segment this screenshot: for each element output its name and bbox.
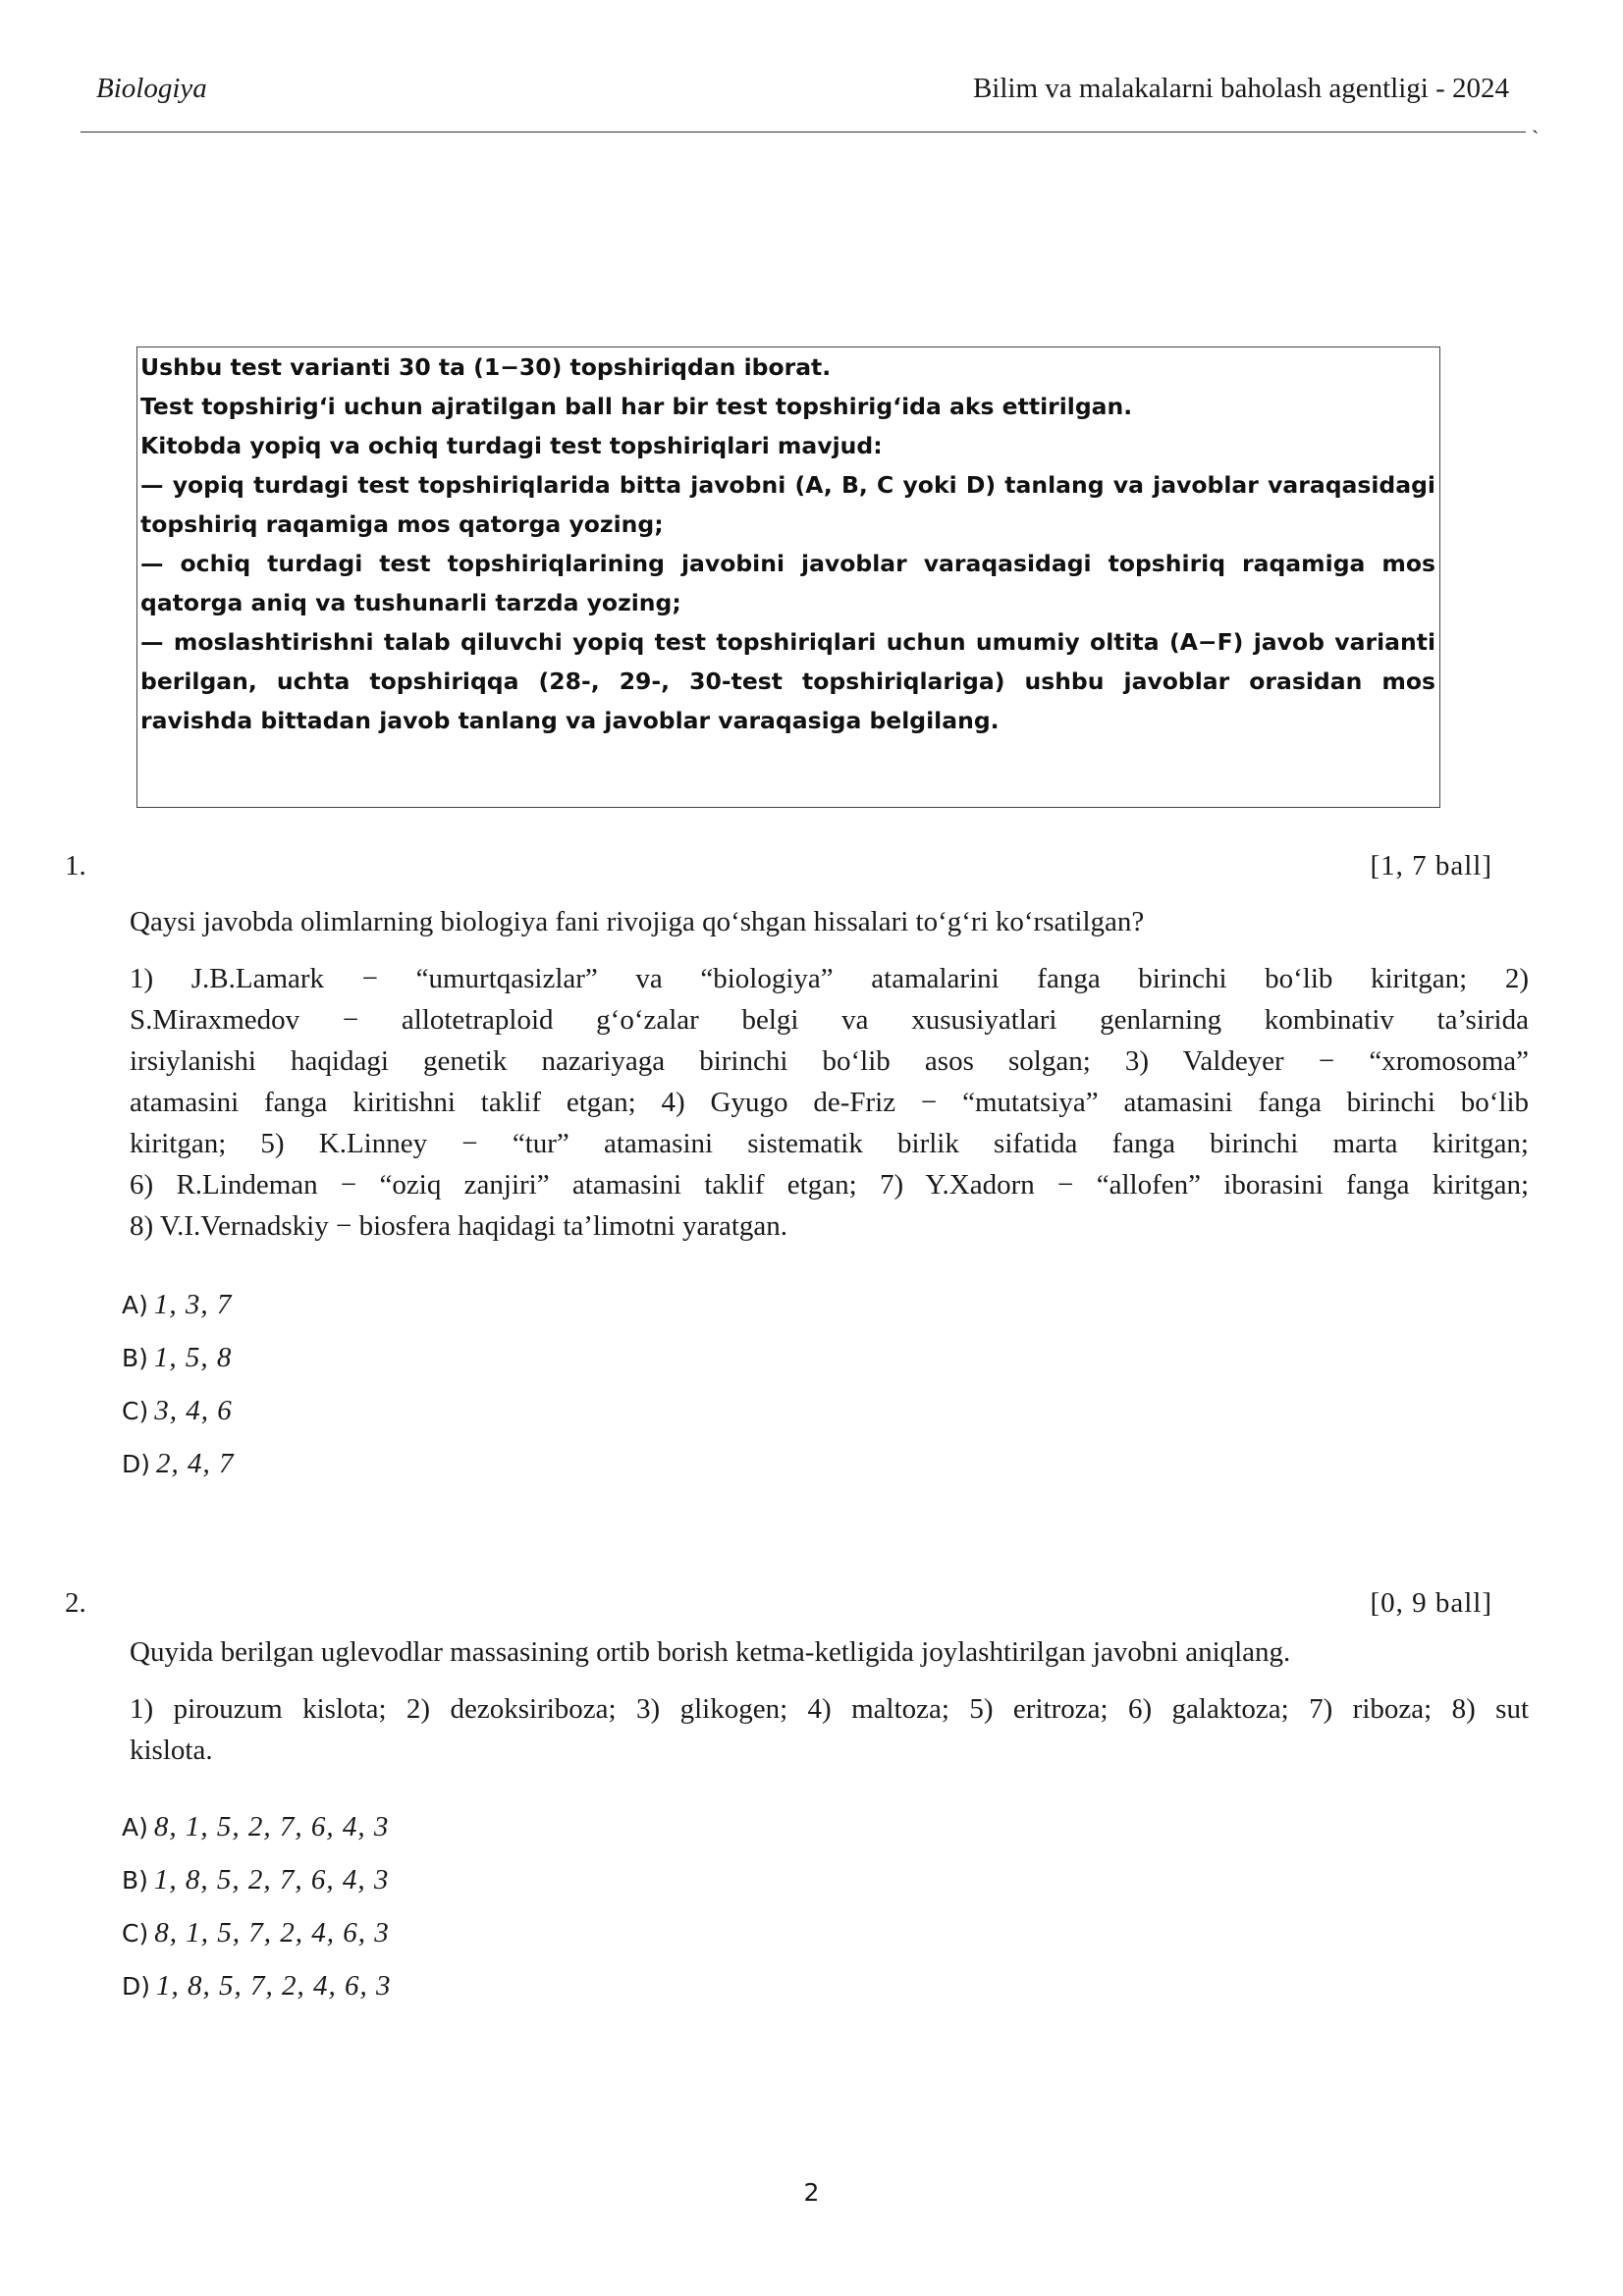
option-letter: D)	[122, 1972, 151, 2001]
option-letter: D)	[122, 1450, 151, 1478]
answer-option[interactable]	[122, 1864, 392, 1917]
instruction-line: — ochiq turdagi test topshiriqlarining javobini javoblar varaqasidagi topshiriq raqamiga mos qatorga aniq va tushunarli tarzda yozing;	[140, 550, 1435, 616]
answer-option[interactable]	[122, 1395, 235, 1448]
answer-option[interactable]	[122, 1811, 392, 1864]
option-value: 1, 5, 8	[153, 1342, 233, 1373]
option-letter: A)	[122, 1291, 148, 1319]
question-body-line: 8) V.I.Vernadskiy − biosfera haqidagi ta’limotni yaratgan.	[130, 1210, 788, 1242]
instruction-line: Kitobda yopiq va ochiq turdagi test topshiriqlari mavjud:	[140, 432, 883, 459]
question-body-line: 1) J.B.Lamark − “umurtqasizlar” va “biologiya” atamalarini fanga birinchi bo‘lib kiritgan; 2)	[130, 963, 1529, 994]
question-prompt: Qaysi javobda olimlarning biologiya fani rivojiga qo‘shgan hissalari to‘g‘ri ko‘rsatilgan?	[130, 906, 1145, 937]
question-body-line: kiritgan; 5) K.Linney − “tur” atamasini sistematik birlik sifatida fanga birinchi marta kiritgan;	[130, 1128, 1529, 1159]
answer-option[interactable]	[122, 1289, 235, 1342]
option-letter: A)	[122, 1813, 148, 1842]
instruction-line: Ushbu test varianti 30 ta (1−30) topshiriqdan iborat.	[140, 353, 832, 381]
question-body-line: kislota.	[130, 1735, 213, 1766]
option-letter: B)	[122, 1866, 148, 1895]
question-number: 2.	[65, 1587, 86, 1619]
option-value: 1, 8, 5, 2, 7, 6, 4, 3	[153, 1864, 390, 1896]
question-body-line: S.Miraxmedov − allotetraploid g‘o‘zalar belgi va xususiyatlari genlarning kombinativ ta’sirida	[130, 1004, 1529, 1036]
question-body-line: 1) pirouzum kislota; 2) dezoksiriboza; 3) glikogen; 4) maltoza; 5) eritroza; 6) galaktoza; 7) riboza; 8) sut	[130, 1693, 1529, 1725]
option-value: 1, 3, 7	[153, 1289, 233, 1320]
question-points: [1, 7 ball]	[1370, 850, 1492, 881]
question-body-line: irsiylanishi haqidagi genetik nazariyaga birinchi bo‘lib asos solgan; 3) Valdeyer − “xromosoma”	[130, 1045, 1529, 1077]
option-value: 3, 4, 6	[154, 1395, 233, 1426]
header-agency: Bilim va malakalarni baholash agentligi - 2024	[972, 73, 1509, 104]
instruction-line: Test topshirig‘i uchun ajratilgan ball har bir test topshirig‘ida aks ettirilgan.	[140, 393, 1133, 420]
instructions-box	[136, 347, 1440, 808]
option-value: 8, 1, 5, 7, 2, 4, 6, 3	[154, 1917, 390, 1949]
question-body	[130, 958, 1529, 1247]
answer-options	[122, 1289, 235, 1501]
answer-option[interactable]	[122, 1448, 235, 1501]
question-body-line: atamasini fanga kiritishni taklif etgan; 4) Gyugo de-Friz − “mutatsiya” atamasini fanga birinchi bo‘lib	[130, 1087, 1529, 1118]
option-letter: C)	[122, 1919, 149, 1948]
option-letter: C)	[122, 1397, 149, 1425]
option-letter: B)	[122, 1344, 148, 1372]
header-divider	[81, 132, 1526, 133]
question-prompt: Quyida berilgan uglevodlar massasining ortib borish ketma-ketligida joylashtirilgan javobni aniqlang.	[130, 1636, 1291, 1668]
question-points: [0, 9 ball]	[1370, 1587, 1492, 1619]
answer-option[interactable]	[122, 1970, 392, 2023]
instruction-line: — yopiq turdagi test topshiriqlarida bitta javobni (A, B, C yoki D) tanlang va javoblar varaqasidagi topshiriq raqamiga mos qatorga yozing;	[140, 471, 1435, 538]
answer-option[interactable]	[122, 1917, 392, 1970]
header-tick-mark: `	[1532, 126, 1540, 150]
question-body-line: 6) R.Lindeman − “oziq zanjiri” atamasini taklif etgan; 7) Y.Xadorn − “allofen” iborasini fanga kiritgan;	[130, 1169, 1529, 1201]
option-value: 8, 1, 5, 2, 7, 6, 4, 3	[153, 1811, 390, 1842]
option-value: 2, 4, 7	[156, 1448, 235, 1479]
question-body	[130, 1688, 1529, 1771]
page-number: 2	[803, 2178, 820, 2207]
question-number: 1.	[65, 850, 86, 881]
instruction-line: — moslashtirishni talab qiluvchi yopiq test topshiriqlari uchun umumiy oltita (A−F) javob varianti berilgan, uchta topshiriqqa (28-, 29-, 30-test topshiriqlariga) ushbu javoblar orasidan mos ravishda bittadan javob tanlang va javoblar varaqasiga belgilang.	[140, 628, 1435, 734]
header-subject: Biologiya	[96, 73, 207, 104]
option-value: 1, 8, 5, 7, 2, 4, 6, 3	[156, 1970, 392, 2002]
answer-option[interactable]	[122, 1342, 235, 1395]
answer-options	[122, 1811, 392, 2023]
